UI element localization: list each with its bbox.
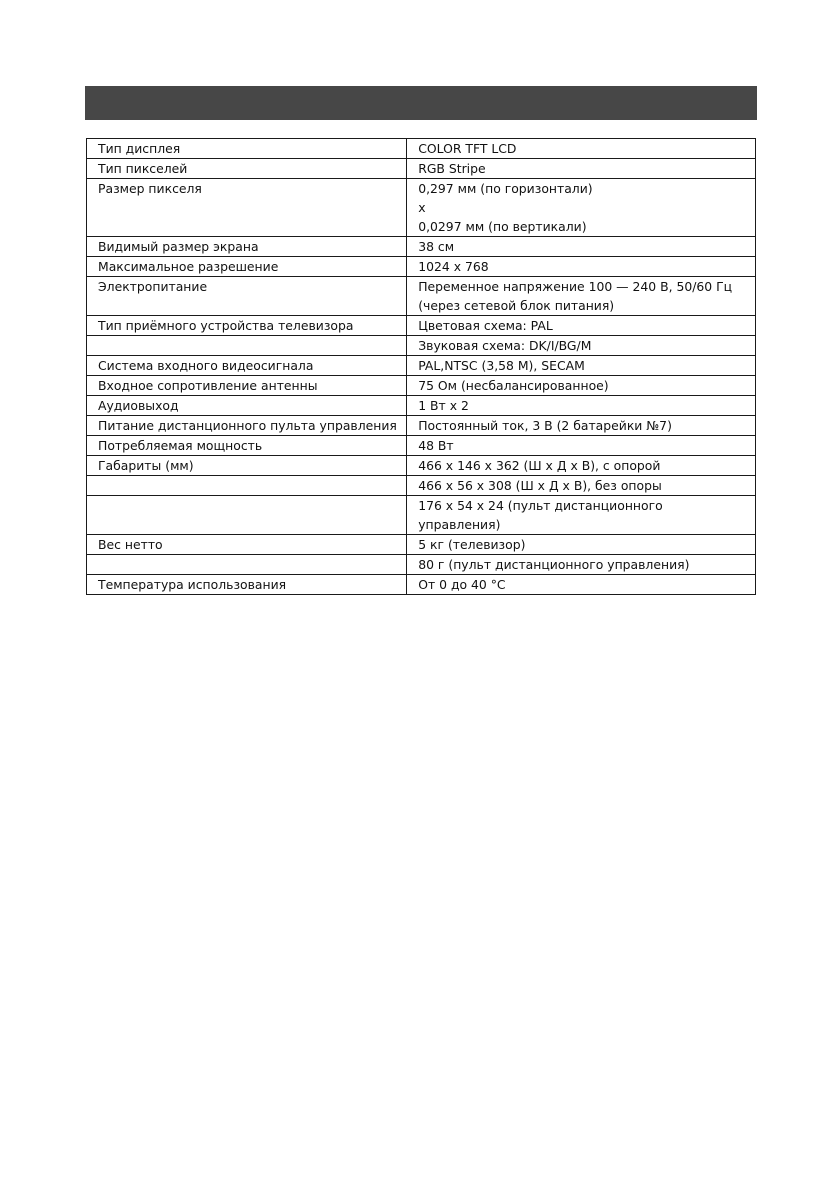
spec-value-line: 5 кг (телевизор) — [418, 537, 526, 552]
spec-value — [407, 159, 756, 179]
spec-row — [87, 575, 756, 595]
spec-value-line: 176 x 54 x 24 (пульт дистанционного — [418, 498, 663, 513]
spec-value-line: 1024 x 768 — [418, 259, 489, 274]
section-header-bar — [85, 86, 757, 120]
spec-value-line: 0,0297 мм (по вертикали) — [418, 219, 587, 234]
spec-value-line: управления) — [418, 517, 501, 532]
spec-value-line: 75 Ом (несбалансированное) — [418, 378, 609, 393]
spec-value — [407, 179, 756, 237]
spec-value — [407, 476, 756, 496]
spec-row — [87, 179, 756, 237]
spec-value — [407, 336, 756, 356]
spec-label: Тип пикселей — [87, 159, 407, 179]
spec-value-line: PAL,NTSC (3,58 M), SECAM — [418, 358, 585, 373]
spec-label: Видимый размер экрана — [87, 237, 407, 257]
spec-row — [87, 277, 756, 316]
spec-value — [407, 396, 756, 416]
spec-label — [87, 555, 407, 575]
spec-label: Тип дисплея — [87, 139, 407, 159]
spec-row — [87, 159, 756, 179]
spec-value-line: Переменное напряжение 100 — 240 В, 50/60 Гц — [418, 279, 733, 294]
spec-label: Электропитание — [87, 277, 407, 316]
spec-label: Аудиовыход — [87, 396, 407, 416]
spec-value-line: 0,297 мм (по горизонтали) — [418, 181, 593, 196]
spec-value-line: От 0 до 40 °C — [418, 577, 506, 592]
spec-value — [407, 436, 756, 456]
spec-label: Габариты (мм) — [87, 456, 407, 476]
spec-row — [87, 555, 756, 575]
spec-row — [87, 237, 756, 257]
spec-value-line: 1 Вт x 2 — [418, 398, 469, 413]
spec-row — [87, 356, 756, 376]
spec-value — [407, 496, 756, 535]
spec-value — [407, 237, 756, 257]
spec-value — [407, 456, 756, 476]
spec-value — [407, 535, 756, 555]
spec-value-line: Звуковая схема: DK/I/BG/M — [418, 338, 592, 353]
spec-label: Питание дистанционного пульта управления — [87, 416, 407, 436]
spec-value — [407, 376, 756, 396]
spec-value-line: 466 x 146 x 362 (Ш x Д x В), с опорой — [418, 458, 661, 473]
spec-row — [87, 496, 756, 535]
spec-label: Потребляемая мощность — [87, 436, 407, 456]
spec-value — [407, 416, 756, 436]
spec-value-line: RGB Stripe — [418, 161, 486, 176]
spec-value — [407, 257, 756, 277]
spec-value-line: COLOR TFT LCD — [418, 141, 517, 156]
spec-label — [87, 496, 407, 535]
spec-value-line: (через сетевой блок питания) — [418, 298, 615, 313]
spec-row — [87, 257, 756, 277]
spec-row — [87, 436, 756, 456]
spec-label: Размер пикселя — [87, 179, 407, 237]
spec-value — [407, 139, 756, 159]
spec-label: Вес нетто — [87, 535, 407, 555]
spec-value-line: x — [418, 200, 426, 215]
spec-value-line: 38 см — [418, 239, 455, 254]
spec-label: Температура использования — [87, 575, 407, 595]
spec-label: Система входного видеосигнала — [87, 356, 407, 376]
specifications-table-body — [87, 139, 756, 595]
spec-row — [87, 476, 756, 496]
spec-value-line: 80 г (пульт дистанционного управления) — [418, 557, 690, 572]
spec-row — [87, 376, 756, 396]
spec-label — [87, 476, 407, 496]
spec-row — [87, 535, 756, 555]
spec-value — [407, 555, 756, 575]
spec-value-line: 466 x 56 x 308 (Ш x Д x В), без опоры — [418, 478, 662, 493]
spec-row — [87, 416, 756, 436]
spec-label: Входное сопротивление антенны — [87, 376, 407, 396]
spec-value — [407, 277, 756, 316]
spec-value-line: Постоянный ток, 3 В (2 батарейки №7) — [418, 418, 672, 433]
spec-label: Максимальное разрешение — [87, 257, 407, 277]
spec-row — [87, 139, 756, 159]
spec-row — [87, 456, 756, 476]
spec-value — [407, 316, 756, 336]
spec-value-line: 48 Вт — [418, 438, 454, 453]
spec-value — [407, 575, 756, 595]
spec-row — [87, 316, 756, 336]
spec-value — [407, 356, 756, 376]
spec-label — [87, 336, 407, 356]
spec-value-line: Цветовая схема: PAL — [418, 318, 553, 333]
spec-row — [87, 396, 756, 416]
spec-label: Тип приёмного устройства телевизора — [87, 316, 407, 336]
specifications-table — [86, 138, 756, 595]
spec-row — [87, 336, 756, 356]
